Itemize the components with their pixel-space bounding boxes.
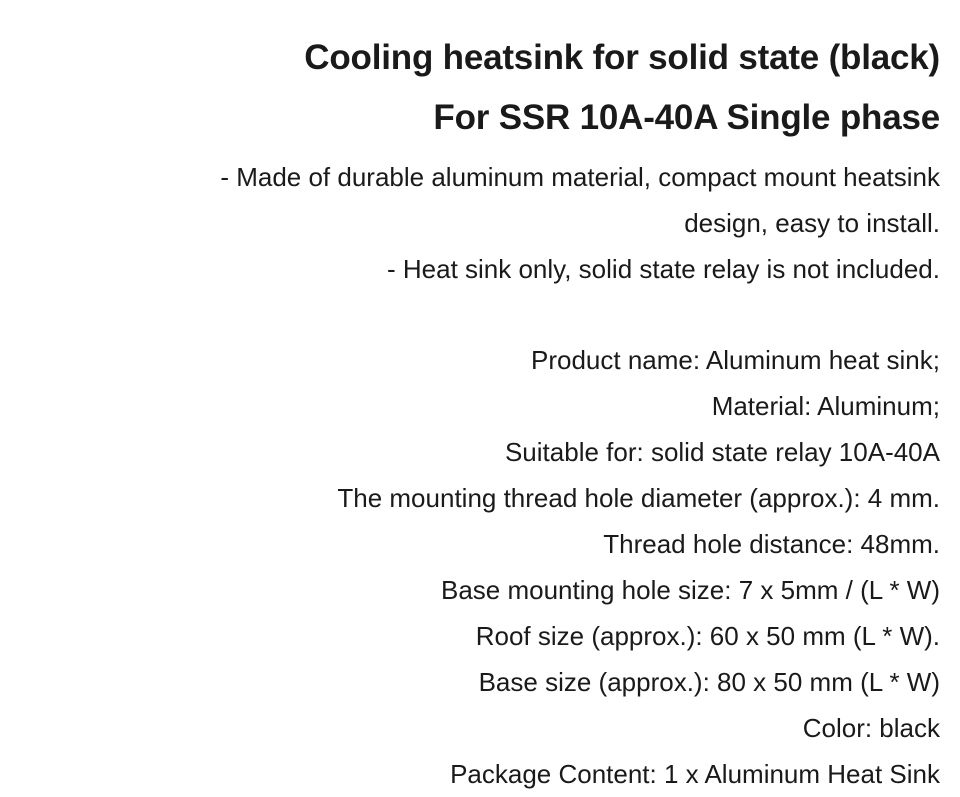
title-line-2: For SSR 10A-40A Single phase [433, 98, 940, 137]
spec-thread-hole-distance: Thread hole distance: 48mm. [603, 529, 940, 559]
spacer [60, 292, 940, 337]
spec-suitable-for: Suitable for: solid state relay 10A-40A [504, 437, 940, 467]
spec-base-size: Base size (approx.): 80 x 50 mm (L * W) [478, 667, 940, 697]
spec-color: Color: black [802, 713, 940, 743]
product-description [60, 28, 940, 797]
title-line-1: Cooling heatsink for solid state (black) [304, 38, 940, 77]
feature-list [60, 154, 940, 292]
feature-line-3: - Heat sink only, solid state relay is not included. [386, 254, 940, 284]
feature-line-2: design, easy to install. [684, 208, 940, 238]
spec-product-name: Product name: Aluminum heat sink; [531, 345, 940, 375]
spec-thread-hole-diameter: The mounting thread hole diameter (approx.): 4 mm. [337, 483, 940, 513]
feature-line-1: - Made of durable aluminum material, compact mount heatsink [220, 162, 940, 192]
spec-base-mounting-hole-size: Base mounting hole size: 7 x 5mm / (L * W) [440, 575, 940, 605]
specifications-list [60, 337, 940, 797]
product-title [60, 28, 940, 148]
spec-roof-size: Roof size (approx.): 60 x 50 mm (L * W). [475, 621, 940, 651]
spec-material: Material: Aluminum; [711, 391, 940, 421]
spec-package-content: Package Content: 1 x Aluminum Heat Sink [450, 759, 940, 789]
